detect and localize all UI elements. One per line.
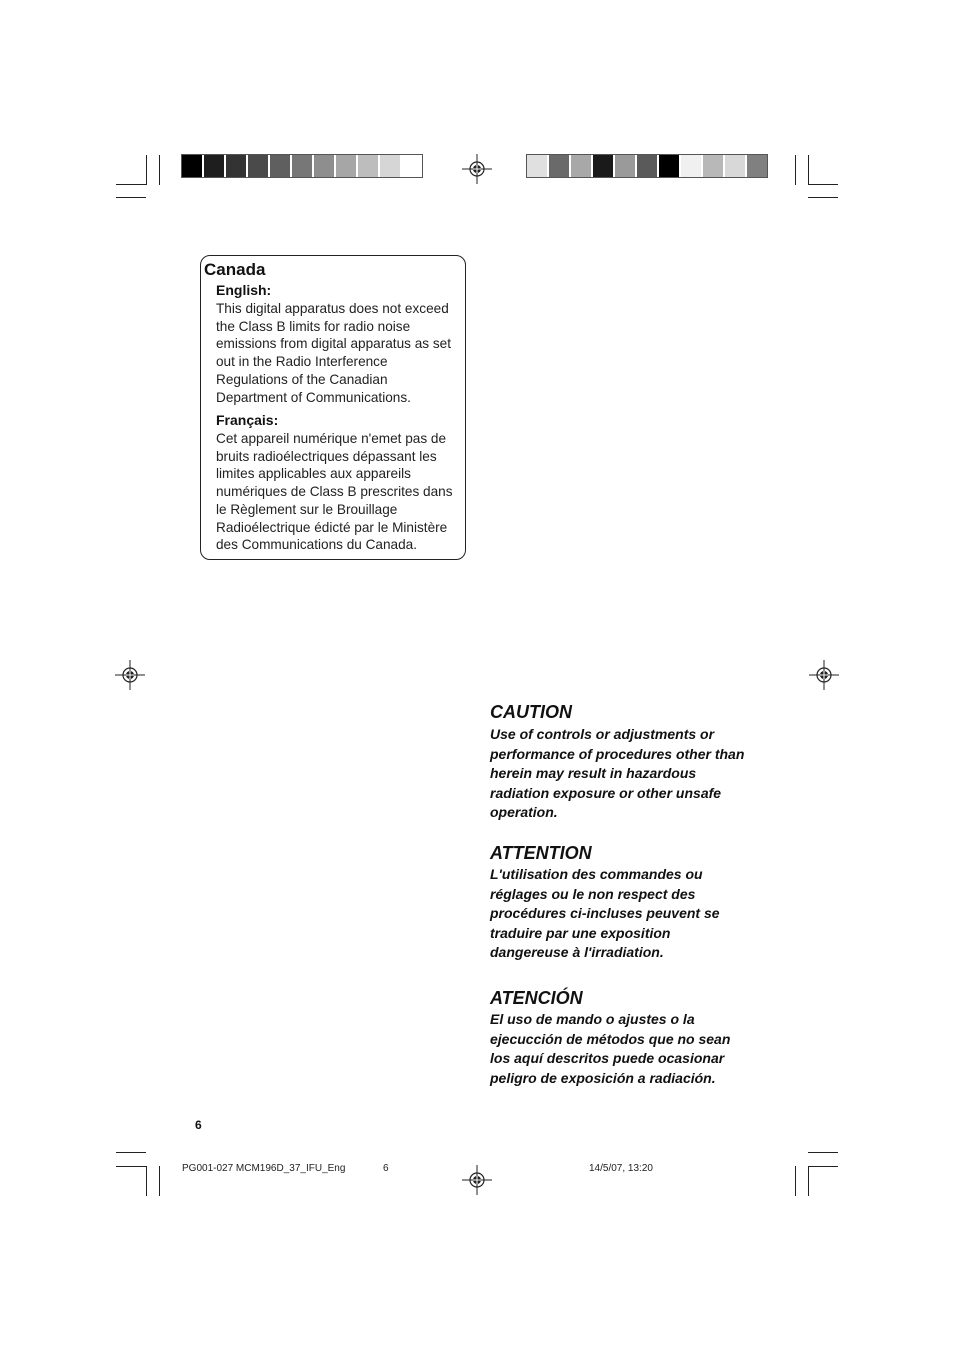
crop-mark [159,1166,160,1196]
color-swatch [314,155,336,177]
crop-mark [146,1166,147,1196]
color-swatch [659,155,681,177]
crop-mark [808,197,838,198]
color-swatch [571,155,593,177]
page-number: 6 [195,1118,202,1132]
crop-mark [795,155,796,185]
crop-mark [116,184,146,185]
color-swatch [527,155,549,177]
crop-mark [795,1166,796,1196]
registration-mark-icon [462,154,492,184]
color-calibration-strip-left [181,154,423,178]
crop-mark [808,155,809,185]
color-swatch [292,155,314,177]
registration-mark-icon [115,660,145,690]
color-swatch [593,155,615,177]
color-swatch [681,155,703,177]
color-swatch [182,155,204,177]
atencion-text: El uso de mando o ajustes o la ejecucción de métodos que no sean los aquí descritos puede ocasionar peligro de exposición a radiación. [490,1011,731,1086]
color-swatch [336,155,358,177]
crop-mark [116,1152,146,1153]
footer-page: 6 [383,1163,389,1174]
crop-mark [116,197,146,198]
english-text: This digital apparatus does not exceed the Class B limits for radio noise emissions from digital apparatus as set out in the Radio Interference Regulations of the Canadian Department of Communications. [216,301,451,405]
crop-mark [808,1166,838,1167]
color-swatch [380,155,402,177]
color-swatch [637,155,659,177]
canada-title: Canada [204,260,266,279]
color-swatch [204,155,226,177]
crop-mark [159,155,160,185]
color-swatch [549,155,571,177]
color-swatch [703,155,725,177]
color-swatch [248,155,270,177]
color-swatch [615,155,637,177]
color-swatch [358,155,380,177]
attention-heading: ATTENTION [490,843,592,863]
attention-text: L'utilisation des commandes ou réglages ou le non respect des procédures ci-incluses peuvent se traduire par une exposition dangereuse à l'irradiation. [490,866,720,960]
color-swatch [747,155,767,177]
crop-mark [116,1166,146,1167]
color-swatch [725,155,747,177]
french-heading: Français: [216,412,279,428]
english-heading: English: [216,282,272,298]
registration-mark-icon [809,660,839,690]
crop-mark [146,155,147,185]
caution-heading: CAUTION [490,702,572,722]
color-calibration-strip-right [526,154,768,178]
atencion-heading: ATENCIÓN [490,988,583,1008]
french-text: Cet appareil numérique n'emet pas de bruits radioélectriques dépassant les limites applicables aux appareils numériques de Class B prescrites dans le Règlement sur le Brouillage Radioélectrique édicté par le Ministère des Communications du Canada. [216,431,453,553]
color-swatch [402,155,422,177]
color-swatch [270,155,292,177]
crop-mark [808,1166,809,1196]
registration-mark-icon [462,1165,492,1195]
footer-timestamp: 14/5/07, 13:20 [589,1163,653,1174]
color-swatch [226,155,248,177]
crop-mark [808,184,838,185]
crop-mark [808,1152,838,1153]
caution-text: Use of controls or adjustments or performance of procedures other than herein may result in hazardous radiation exposure or other unsafe operation. [490,726,745,820]
footer-filename: PG001-027 MCM196D_37_IFU_Eng [182,1163,346,1174]
